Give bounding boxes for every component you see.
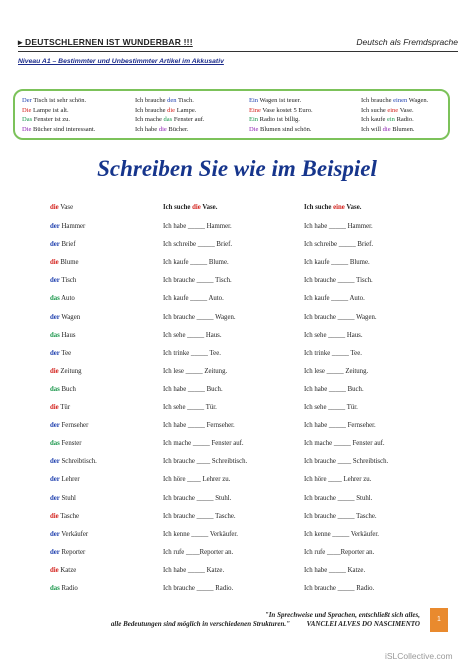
noun: Wagen [59, 313, 81, 321]
quote-author: VANCLEI ALVES DO NASCIMENTO [306, 620, 420, 628]
noun: Brief [59, 241, 76, 249]
header-right: Deutsch als Fremdsprache [356, 37, 458, 47]
example-sentence [361, 107, 414, 115]
example-text: Ich brauche [361, 97, 394, 104]
blank-sentence: Ich brauche _____ Tasche. [163, 512, 236, 520]
exercise-noun [50, 512, 79, 521]
exercise-definite [163, 313, 236, 322]
example-sentence [361, 97, 428, 105]
exercise-noun [50, 457, 97, 466]
exercise-noun [50, 258, 79, 267]
niveau-line: Niveau A1 – Bestimmter und Unbestimmter Artikel im Akkusativ [18, 58, 224, 65]
blank-sentence: Ich habe _____ Hammer. [304, 223, 373, 230]
example-sentence [135, 116, 205, 124]
example-article: Die [22, 125, 32, 133]
blank-sentence: Ich höre ____ Lehrer zu. [163, 476, 231, 484]
example-sentence [22, 107, 69, 115]
exercise-indefinite [304, 294, 365, 303]
example-sentence [135, 97, 194, 105]
example-indefinite [304, 203, 361, 212]
exercise-indefinite [304, 403, 358, 412]
exercise-noun [50, 494, 76, 503]
blank-sentence: Ich lese _____ Zeitung. [304, 367, 369, 375]
exercise-definite [163, 240, 232, 249]
noun-article: der [50, 241, 60, 249]
blank-sentence: Ich schreibe _____ Brief. [163, 241, 233, 249]
noun: Tür [58, 404, 71, 411]
blank-sentence: Ich brauche ____ Schreibtisch. [304, 458, 389, 466]
example-text: Ich will [361, 125, 383, 133]
blank-sentence: Ich sehe _____ Haus. [304, 331, 363, 339]
noun: Stuhl [59, 494, 76, 502]
noun-article: das [50, 295, 60, 303]
example-sentence [135, 107, 196, 115]
example-text: Radio. [394, 116, 414, 123]
noun: Tee [59, 349, 72, 357]
exercise-noun [50, 276, 76, 285]
exercise-indefinite [304, 475, 371, 484]
blank-sentence: Ich trinke _____ Tee. [163, 349, 221, 357]
exercise-indefinite [304, 548, 374, 557]
example-text: Fenster auf. [172, 116, 205, 123]
noun-article: die [50, 259, 59, 267]
example-text: Ich suche [361, 106, 388, 114]
noun-article: der [50, 548, 60, 556]
exercise-definite [163, 258, 229, 267]
example-article: Ein [249, 97, 259, 104]
blank-sentence: Ich brauche _____ Stuhl. [163, 494, 232, 502]
example-text: Fenster ist zu. [32, 116, 71, 123]
blank-sentence: Ich kaufe _____ Blume. [304, 259, 370, 267]
example-text: Ich mache [135, 116, 164, 123]
blank-sentence: Ich sehe _____ Haus. [163, 331, 222, 339]
example-sentence [249, 116, 300, 124]
example-text: Vase kostet 5 Euro. [260, 106, 313, 114]
exercise-noun [50, 530, 88, 539]
exercise-noun [50, 331, 76, 340]
exercise-definite [163, 349, 221, 358]
exercise-definite [163, 294, 224, 303]
noun: Verkäufer [59, 530, 89, 538]
def-sentence: Ich suche [163, 204, 193, 211]
blank-sentence: Ich schreibe _____ Brief. [304, 241, 374, 249]
example-text: Wagen. [407, 97, 429, 104]
example-article: die [167, 106, 176, 114]
noun-article: der [50, 223, 60, 230]
exercise-indefinite [304, 385, 364, 394]
def-article: die [192, 204, 201, 211]
example-text: Bücher sind interessant. [31, 125, 96, 133]
footer-watermark: iSLCollective.com [385, 651, 453, 661]
blank-sentence: Ich brauche _____ Radio. [163, 585, 234, 592]
noun: Auto [59, 295, 75, 303]
def-sentence: Vase. [200, 204, 218, 211]
example-sentence [249, 107, 313, 115]
exercise-indefinite [304, 566, 365, 575]
exercise-indefinite [304, 313, 377, 322]
example-article: ein [386, 116, 395, 123]
example-article: Ein [249, 116, 259, 123]
exercise-definite [163, 222, 232, 231]
exercise-indefinite [304, 494, 372, 503]
noun: Schreibtisch. [59, 458, 97, 466]
exercise-indefinite [304, 584, 374, 593]
header-rule [18, 51, 458, 52]
exercise-definite [163, 331, 222, 340]
exercise-indefinite [304, 367, 368, 376]
exercise-noun [50, 421, 88, 430]
exercise-noun [50, 367, 82, 376]
exercise-noun [50, 403, 70, 412]
blank-sentence: Ich sehe _____ Tür. [304, 404, 358, 411]
example-article: Die [22, 106, 32, 114]
exercise-noun [50, 566, 76, 575]
example-text: Tisch. [176, 97, 194, 104]
example-article: Eine [249, 106, 261, 114]
noun-article: die [50, 367, 59, 375]
noun: Radio [59, 585, 78, 592]
noun-article: der [50, 422, 60, 430]
exercise-indefinite [304, 331, 363, 340]
blank-sentence: Ich brauche _____ Wagen. [304, 313, 377, 321]
exercise-indefinite [304, 240, 373, 249]
example-definite [163, 203, 217, 212]
example-text: Tisch ist sehr schön. [31, 97, 87, 104]
example-noun [50, 203, 73, 212]
noun: Haus [59, 331, 76, 339]
example-sentence [249, 126, 311, 134]
exercise-noun [50, 475, 80, 484]
blank-sentence: Ich brauche _____ Radio. [304, 585, 375, 592]
exercise-definite [163, 457, 247, 466]
noun-article: die [50, 404, 59, 411]
exercise-definite [163, 512, 236, 521]
example-text: Lampe. [175, 106, 197, 114]
noun-article: die [50, 204, 59, 211]
noun-article: der [50, 458, 60, 466]
exercise-noun [50, 548, 85, 557]
exercise-definite [163, 276, 232, 285]
exercise-noun [50, 349, 71, 358]
noun: Fenster [59, 440, 82, 448]
exercise-noun [50, 240, 76, 249]
noun: Tisch [59, 277, 77, 285]
noun: Hammer [59, 223, 86, 230]
noun: Lehrer [59, 476, 80, 484]
noun: Reporter [59, 548, 86, 556]
noun-article: das [50, 585, 60, 592]
example-article: die [158, 125, 167, 133]
exercise-indefinite [304, 258, 370, 267]
blank-sentence: Ich habe _____ Katze. [304, 566, 366, 574]
blank-sentence: Ich habe _____ Fernseher. [163, 422, 235, 430]
blank-sentence: Ich mache _____ Fenster auf. [304, 440, 385, 448]
noun: Tasche [58, 512, 80, 520]
quote-line-1: "In Sprechweise und Sprachen, entschließt sich alles, [264, 611, 420, 619]
example-text: Bücher. [166, 125, 189, 133]
blank-sentence: Ich habe _____ Katze. [163, 566, 225, 574]
exercise-definite [163, 584, 233, 593]
exercise-indefinite [304, 349, 362, 358]
noun-article: der [50, 530, 60, 538]
exercise-definite [163, 548, 233, 557]
example-sentence [22, 97, 86, 105]
example-article: Die [249, 125, 259, 133]
blank-sentence: Ich brauche _____ Stuhl. [304, 494, 373, 502]
example-article: die [382, 125, 391, 133]
exercise-definite [163, 475, 230, 484]
blank-sentence: Ich kenne _____ Verkäufer. [163, 530, 238, 538]
example-text: Vase. [398, 106, 414, 114]
blank-sentence: Ich habe _____ Buch. [304, 385, 364, 393]
example-article: einen [393, 97, 408, 104]
example-text: Blumen sind schön. [258, 125, 312, 133]
noun-article: der [50, 277, 60, 285]
blank-sentence: Ich lese _____ Zeitung. [163, 367, 228, 375]
example-article: den [167, 97, 177, 104]
quote-line-2: alle Bedeutungen sind möglich in verschiedenen Strukturen." [110, 620, 290, 628]
example-article: eine [387, 106, 399, 114]
noun-article: die [50, 566, 59, 574]
noun: Vase [58, 204, 74, 211]
noun-article: das [50, 331, 60, 339]
exercise-indefinite [304, 457, 388, 466]
exercise-indefinite [304, 276, 373, 285]
blank-sentence: Ich mache _____ Fenster auf. [163, 440, 244, 448]
exercise-definite [163, 530, 238, 539]
exercise-noun [50, 439, 82, 448]
exercise-title: Schreiben Sie wie im Beispiel [97, 156, 377, 181]
exercise-noun [50, 584, 78, 593]
example-sentence [249, 97, 301, 105]
exercise-indefinite [304, 439, 385, 448]
blank-sentence: Ich brauche _____ Tasche. [304, 512, 377, 520]
example-sentence [135, 126, 188, 134]
blank-sentence: Ich trinke _____ Tee. [304, 349, 362, 357]
example-article: Das [22, 116, 33, 123]
example-sentence [22, 126, 95, 134]
exercise-noun [50, 385, 76, 394]
exercise-definite [163, 421, 235, 430]
noun: Zeitung [58, 367, 82, 375]
indef-sentence: Ich suche [304, 204, 334, 211]
noun-article: das [50, 385, 60, 393]
blank-sentence: Ich habe _____ Buch. [163, 385, 223, 393]
exercise-indefinite [304, 421, 376, 430]
blank-sentence: Ich höre ____ Lehrer zu. [304, 476, 372, 484]
noun-article: die [50, 512, 59, 520]
page-number: 1 [430, 608, 448, 632]
indef-article: eine [333, 204, 345, 211]
example-sentence [361, 116, 414, 124]
blank-sentence: Ich habe _____ Fernseher. [304, 422, 376, 430]
exercise-noun [50, 294, 75, 303]
example-text: Ich brauche [135, 106, 168, 114]
example-text: Ich habe [135, 125, 159, 133]
blank-sentence: Ich brauche ____ Schreibtisch. [163, 458, 248, 466]
example-text: Ich brauche [135, 97, 168, 104]
exercise-definite [163, 403, 217, 412]
noun-article: der [50, 313, 60, 321]
exercise-definite [163, 367, 227, 376]
noun-article: der [50, 349, 60, 357]
example-text: Lampe ist alt. [31, 106, 69, 114]
exercise-definite [163, 385, 223, 394]
header-left: ▸ DEUTSCHLERNEN IST WUNDERBAR !!! [18, 37, 193, 47]
blank-sentence: Ich rufe ____Reporter an. [163, 548, 234, 556]
noun-article: der [50, 476, 60, 484]
blank-sentence: Ich kaufe _____ Auto. [163, 295, 224, 303]
blank-sentence: Ich brauche _____ Wagen. [163, 313, 236, 321]
blank-sentence: Ich rufe ____Reporter an. [304, 548, 375, 556]
exercise-indefinite [304, 512, 377, 521]
noun: Katze [58, 566, 77, 574]
blank-sentence: Ich habe _____ Hammer. [163, 223, 232, 230]
noun: Fernseher [59, 422, 89, 430]
page-header [18, 37, 458, 51]
exercise-definite [163, 566, 224, 575]
blank-sentence: Ich sehe _____ Tür. [163, 404, 217, 411]
example-text: Blumen. [390, 125, 415, 133]
noun-article: der [50, 494, 60, 502]
exercise-indefinite [304, 222, 373, 231]
example-text: Wagen ist teuer. [258, 97, 302, 104]
noun: Buch [59, 385, 76, 393]
noun: Blume [58, 259, 79, 267]
exercise-definite [163, 494, 231, 503]
blank-sentence: Ich brauche _____ Tisch. [163, 277, 232, 285]
example-article: Der [22, 97, 32, 104]
exercise-indefinite [304, 530, 379, 539]
exercise-noun [50, 313, 80, 322]
noun-article: das [50, 440, 60, 448]
blank-sentence: Ich kenne _____ Verkäufer. [304, 530, 379, 538]
exercise-noun [50, 222, 85, 231]
example-article: das [163, 116, 173, 123]
exercise-definite [163, 439, 244, 448]
example-text: Ich kaufe [361, 116, 387, 123]
blank-sentence: Ich kaufe _____ Auto. [304, 295, 365, 303]
blank-sentence: Ich brauche _____ Tisch. [304, 277, 373, 285]
example-sentence [22, 116, 70, 124]
indef-sentence: Vase. [344, 204, 362, 211]
example-text: Radio ist billig. [258, 116, 300, 123]
example-sentence [361, 126, 414, 134]
blank-sentence: Ich kaufe _____ Blume. [163, 259, 229, 267]
